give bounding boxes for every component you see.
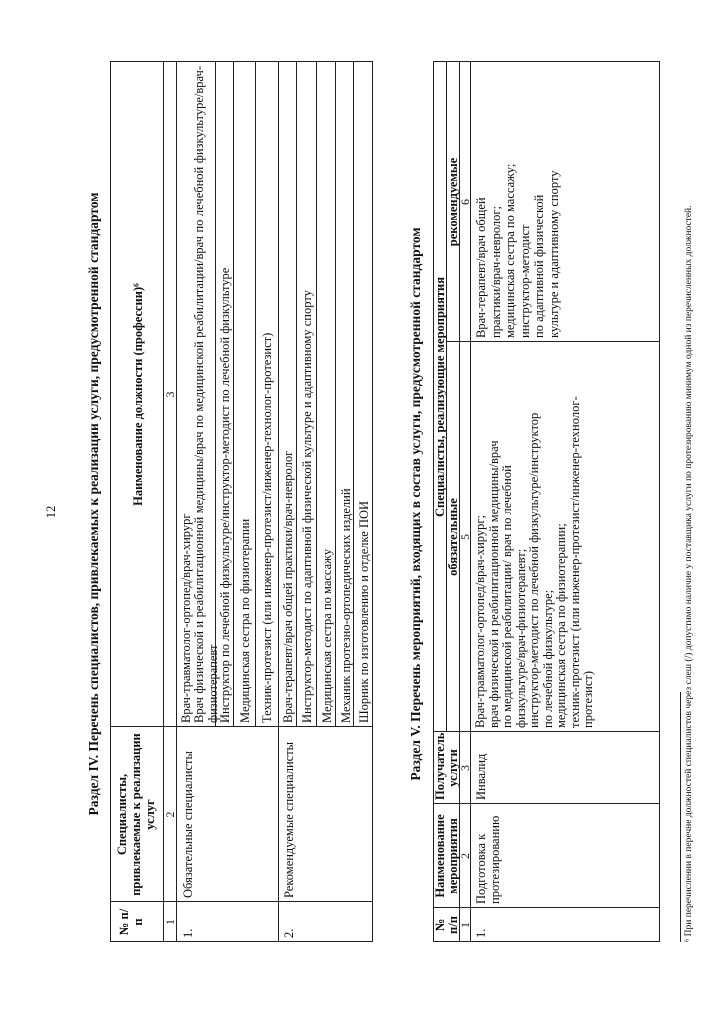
recommended-specialists: Врач-терапевт/врач общей практики/врач-невролог; медицинская сестра по массажу; инструктор-методист по адаптивной физической культуре и адаптивному спорту: [474, 163, 561, 338]
position-item: Шорник по изготовлению и отделке ПОИ: [357, 500, 371, 723]
row-num: 1.: [474, 928, 488, 938]
header-required: обязательные: [446, 498, 460, 576]
position-item: Инструктор-методист по адаптивной физической культуре и адаптивному спорту: [300, 290, 314, 723]
col-number: 2: [458, 853, 472, 859]
section-5-table: [433, 62, 659, 942]
section-4-title: Раздел IV. Перечень специалистов, привлекаемых к реализации услуги, предусмотренной стандартом: [86, 192, 101, 816]
footnote: ⁶ При перечислении в перечне должностей специалистов через слеш (/) допустимо наличие у поставщика услуги по протезированию минимум одной из перечисленных должностей.: [684, 205, 694, 942]
position-item: Медицинская сестра по физиотерапии: [238, 518, 252, 723]
position-item: Механик протезно-ортопедических изделий: [339, 488, 353, 723]
header-num: № п/п: [433, 916, 460, 934]
group-name: Обязательные специалисты: [181, 751, 195, 898]
position-item: Медицинская сестра по массажу: [320, 548, 334, 723]
header-specialists: Специалисты, привлекаемые к реализации услуг: [115, 733, 157, 896]
col-number: 6: [458, 199, 472, 205]
position-item: Техник-протезист (или инженер-протезист/инженер-технолог-протезист): [260, 332, 274, 723]
required-specialists: Врач-травматолог-ортопед/врач-хирург; врач физической и реабилитационной медицины/врач по медицинской реабилитации/ врач по лечебной физкультуре/врач-физиотерапевт; инструктор-методист по лечебной физкультуре/инструктор по лечебной физкультуре; медицинская сестра по физиотерапии; техник-протезист (или инженер-протезист/инженер-технолог- протезист): [473, 396, 595, 728]
group-name: Рекомендуемые специалисты: [282, 741, 296, 898]
position-item: Врач физической и реабилитационной медицины/врач по медицинской реабилитации/врач по лечебной физкультуре/врач-физиотерапевт: [192, 66, 220, 723]
position-item: Врач-травматолог-ортопед/врач-хирург: [179, 513, 193, 723]
col-number: 3: [458, 765, 472, 771]
col-number: 3: [163, 391, 177, 398]
group-num: 1.: [181, 928, 195, 938]
col-number: 5: [458, 534, 472, 540]
col-number: 2: [163, 811, 177, 818]
header-position: Наименование должности (профессии)⁶: [131, 283, 145, 506]
section-5-title: Раздел V. Перечень мероприятий, входящих в состав услуги, предусмотренной стандартом: [408, 227, 423, 781]
header-name: Наименование мероприятия: [433, 814, 460, 898]
col-number: 1: [458, 922, 472, 928]
position-item: Инструктор по лечебной физкультуре/инструктор-методист по лечебной физкультуре: [218, 267, 232, 723]
footnote-separator: [680, 692, 681, 942]
header-recipient: Получатель услуги: [433, 732, 460, 800]
col-number: 1: [163, 919, 177, 925]
header-num: № п/п: [117, 908, 145, 936]
section-4-table: [110, 62, 372, 942]
header-specialists: Специалисты, реализующие мероприятия: [433, 277, 447, 518]
position-item: Врач-терапевт/врач общей практики/врач-невролог: [281, 450, 295, 723]
page-number: 12: [44, 505, 58, 519]
recipient: Инвалид: [474, 753, 488, 800]
header-recommended: рекомендуемые: [446, 157, 460, 247]
activity-name: Подготовка к протезированию: [474, 815, 502, 904]
group-num: 2.: [282, 928, 296, 938]
